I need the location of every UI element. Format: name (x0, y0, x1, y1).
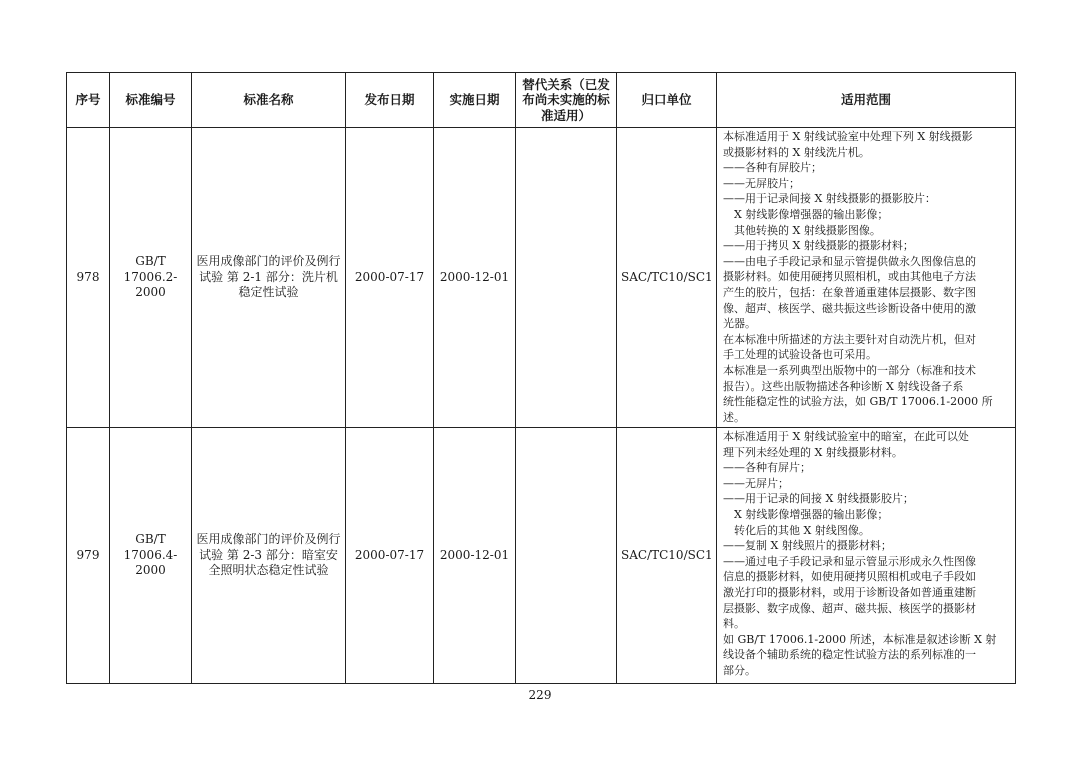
cell-replace (516, 128, 617, 428)
scope-line: 述。 (723, 410, 745, 424)
header-code: 标准编号 (110, 73, 192, 128)
scope-line: 其他转换的 X 射线摄影图像。 (723, 223, 881, 237)
scope-line: ——通过电子手段记录和显示管显示形成永久性图像 (723, 554, 976, 568)
cell-unit: SAC/TC10/SC1 (617, 428, 717, 684)
standards-table (66, 72, 1016, 684)
scope-line: 线设备个辅助系统的稳定性试验方法的系列标准的一 (723, 648, 976, 662)
cell-unit: SAC/TC10/SC1 (617, 128, 717, 428)
header-replace: 替代关系（已发布尚未实施的标准适用） (516, 73, 617, 128)
scope-line: ——由电子手段记录和显示管提供做永久图像信息的 (723, 254, 976, 268)
scope-line: 报告）。这些出版物描述各种诊断 X 射线设备子系 (723, 379, 964, 393)
scope-line: 统性能稳定性的试验方法，如 GB/T 17006.1-2000 所 (723, 395, 993, 409)
cell-code: GB/T 17006.2-2000 (110, 128, 192, 428)
header-name: 标准名称 (192, 73, 346, 128)
cell-publish-date: 2000-07-17 (346, 428, 434, 684)
scope-line: 本标准适用于 X 射线试验室中的暗室，在此可以处 (723, 430, 969, 443)
header-implement-date: 实施日期 (434, 73, 516, 128)
scope-line: 本标准是一系列典型出版物中的一部分（标准和技术 (723, 363, 976, 377)
scope-line: 光器。 (723, 317, 756, 331)
page-number: 229 (528, 688, 552, 702)
cell-scope (717, 428, 1016, 684)
scope-line: ——无屏胶片； (723, 176, 800, 190)
cell-scope (717, 128, 1016, 428)
header-seq: 序号 (67, 73, 110, 128)
table-row (67, 428, 1016, 684)
scope-line: 料。 (723, 617, 745, 631)
scope-line: ——复制 X 射线照片的摄影材料； (723, 539, 892, 553)
scope-line: 手工处理的试验设备也可采用。 (723, 348, 877, 362)
scope-line: 部分。 (723, 663, 756, 677)
table-row (67, 128, 1016, 428)
cell-code: GB/T 17006.4-2000 (110, 428, 192, 684)
header-scope: 适用范围 (717, 73, 1016, 128)
scope-line: 或摄影材料的 X 射线洗片机。 (723, 145, 870, 159)
cell-name: 医用成像部门的评价及例行试验 第 2-1 部分：洗片机稳定性试验 (192, 128, 346, 428)
cell-replace (516, 428, 617, 684)
scope-line: X 射线影像增强器的输出影像； (723, 207, 889, 221)
scope-line: X 射线影像增强器的输出影像； (723, 507, 889, 521)
scope-line: ——各种有屏胶片； (723, 161, 822, 175)
scope-line: 信息的摄影材料，如使用硬拷贝照相机或电子手段如 (723, 570, 976, 584)
scope-line: 像、超声、核医学、磁共振这些诊断设备中使用的激 (723, 301, 976, 315)
scope-line: 理下列未经处理的 X 射线摄影材料。 (723, 445, 903, 459)
table-header-row (67, 73, 1016, 128)
scope-line: 激光打印的摄影材料，或用于诊断设备如普通重建断 (723, 585, 976, 599)
header-publish-date: 发布日期 (346, 73, 434, 128)
scope-line: 转化后的其他 X 射线图像。 (723, 523, 870, 537)
scope-line: 层摄影、数字成像、超声、磁共振、核医学的摄影材 (723, 601, 976, 615)
scope-line: 产生的胶片，包括：在象普通重建体层摄影、数字图 (723, 285, 976, 299)
cell-publish-date: 2000-07-17 (346, 128, 434, 428)
scope-line: ——用于记录的间接 X 射线摄影胶片； (723, 492, 914, 506)
cell-name: 医用成像部门的评价及例行试验 第 2-3 部分：暗室安全照明状态稳定性试验 (192, 428, 346, 684)
scope-line: ——无屏片； (723, 476, 789, 490)
header-unit: 归口单位 (617, 73, 717, 128)
scope-line: ——用于拷贝 X 射线摄影的摄影材料； (723, 239, 914, 253)
scope-line: 在本标准中所描述的方法主要针对自动洗片机，但对 (723, 332, 976, 346)
cell-implement-date: 2000-12-01 (434, 128, 516, 428)
scope-line: 摄影材料。如使用硬拷贝照相机，或由其他电子方法 (723, 270, 976, 284)
scope-line: 本标准适用于 X 射线试验室中处理下列 X 射线摄影 (723, 130, 973, 143)
scope-line: 如 GB/T 17006.1-2000 所述，本标准是叙述诊断 X 射 (723, 632, 997, 646)
cell-seq: 979 (67, 428, 110, 684)
scope-line: ——各种有屏片； (723, 461, 811, 475)
cell-implement-date: 2000-12-01 (434, 428, 516, 684)
scope-line: ——用于记录间接 X 射线摄影的摄影胶片： (723, 192, 936, 206)
cell-seq: 978 (67, 128, 110, 428)
